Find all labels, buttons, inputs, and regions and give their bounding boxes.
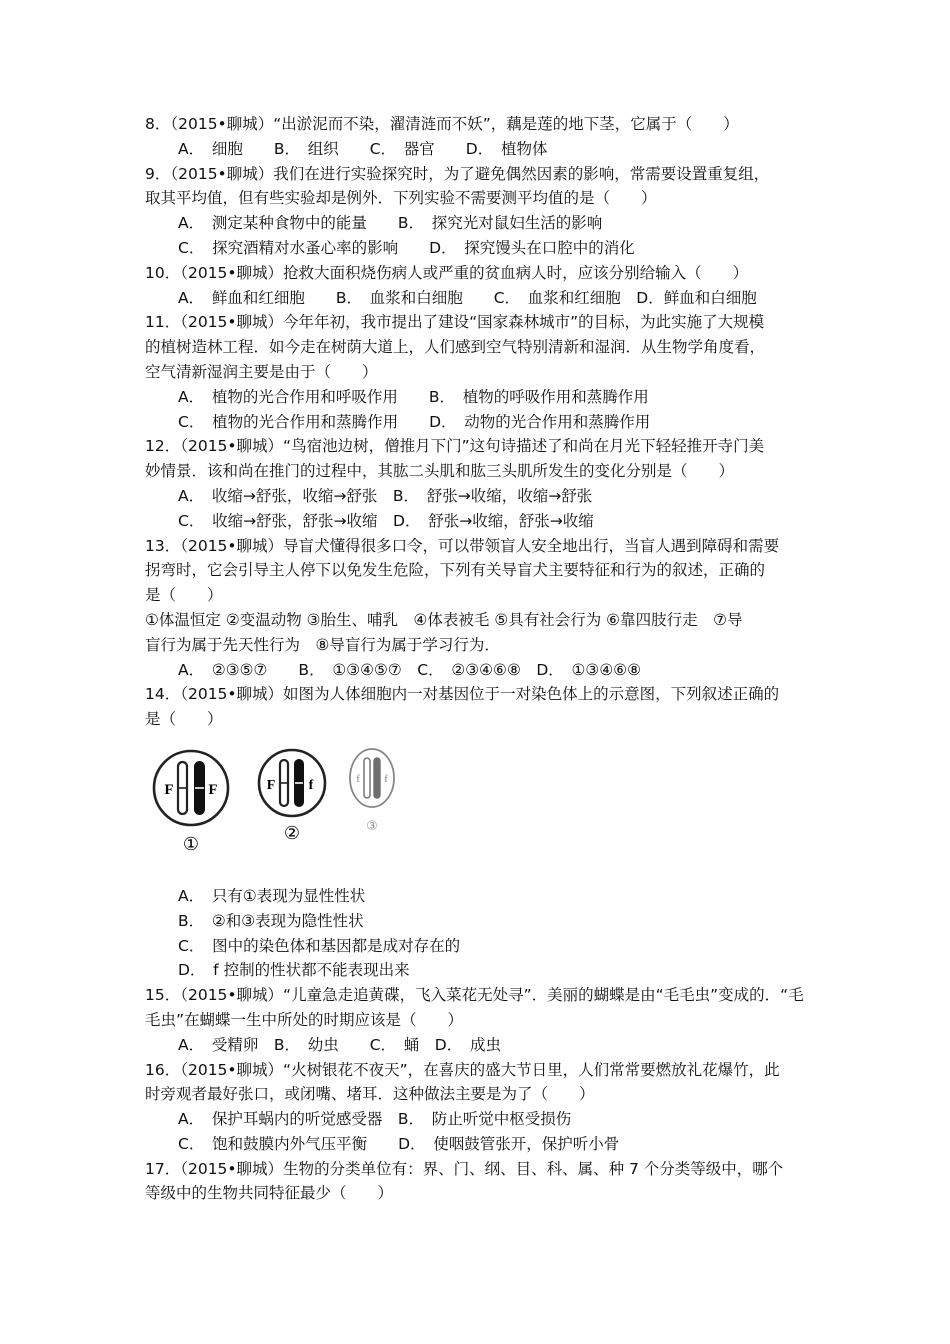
- question-text-line: 拐弯时，它会引导主人停下以免发生危险，下列有关导盲犬主要特征和行为的叙述，正确的: [145, 561, 766, 580]
- question-text-line: 15．（2015•聊城）“儿童急走追黄碟，飞入菜花无处寻”．美丽的蝴蝶是由“毛毛虫”变成的．“毛: [145, 986, 804, 1005]
- question-13: [145, 534, 810, 683]
- question-14: [145, 682, 810, 983]
- option-line: D． f 控制的性状都不能表现出来: [178, 961, 410, 980]
- question-text-line: 8．（2015•聊城）“出淤泥而不染，濯清涟而不妖”，藕是莲的地下茎，它属于（ ）: [145, 115, 739, 133]
- option-line: A． 只有①表现为显性性状: [178, 886, 366, 905]
- options-line: A． 测定某种食物中的能量 B． 探究光对鼠妇生活的影响: [178, 214, 603, 233]
- question-9: [145, 162, 810, 261]
- question-15: [145, 983, 810, 1057]
- chromosome-light-3: [364, 758, 370, 798]
- options-line: C． 植物的光合作用和蒸腾作用 D． 动物的光合作用和蒸腾作用: [178, 412, 651, 431]
- options-line: A． ②③⑤⑦ B． ①③④⑤⑦ C． ②③④⑥⑧ D． ①③④⑥⑧: [178, 660, 642, 679]
- question-text-line: 12．（2015•聊城）“鸟宿池边树，僧推月下门”这句诗描述了和尚在月光下轻轻推开寺门美: [145, 437, 765, 456]
- question-text-line: 妙情景．该和尚在推门的过程中，其肱二头肌和肱三头肌所发生的变化分别是（ ）: [145, 462, 735, 481]
- options-line: A． 收缩→舒张，收缩→舒张 B． 舒张→收缩，收缩→舒张: [178, 486, 593, 505]
- question-text-line: 10．（2015•聊城）抢救大面积烧伤病人或严重的贫血病人时，应该分别给输入（ ）: [145, 263, 749, 282]
- options-line: C． 饱和鼓膜内外气压平衡 D． 使咽鼓管张开，保护听小骨: [178, 1134, 620, 1153]
- question-10: [145, 261, 810, 311]
- question-text-line: 时旁观者最好张口，或闭嘴、堵耳．这种做法主要是为了（ ）: [145, 1085, 595, 1104]
- question-11: [145, 310, 810, 434]
- question-text-line: 是（ ）: [145, 586, 223, 605]
- question-text-line: 空气清新湿润主要是由于（ ）: [145, 362, 378, 381]
- gene-label: F: [164, 781, 174, 798]
- cell-2: [259, 750, 325, 844]
- option-line: C． 图中的染色体和基因都是成对存在的: [178, 936, 461, 955]
- statement-list-line: ①体温恒定 ②变温动物 ③胎生、哺乳 ④体表被毛 ⑤具有社会行为 ⑥靠四肢行走 ⑦导: [145, 610, 743, 629]
- cell-1: [154, 751, 228, 855]
- gene-label: f: [356, 773, 360, 785]
- question-text-line: 毛虫”在蝴蝶一生中所处的时期应该是（ ）: [145, 1010, 464, 1029]
- question-text-line: 的植树造林工程．如今走在树荫大道上，人们感到空气特别清新和湿润．从生物学角度看，: [145, 338, 766, 357]
- option-line: B． ②和③表现为隐性性状: [178, 911, 364, 930]
- gene-label: f: [384, 773, 388, 785]
- options-line: A． 细胞 B． 组织 C． 器官 D． 植物体: [178, 139, 548, 158]
- gene-label: F: [208, 781, 218, 798]
- question-text-line: 9．（2015•聊城）我们在进行实验探究时，为了避免偶然因素的影响，常需要设置重复组，: [145, 164, 770, 183]
- options-line: A． 植物的光合作用和呼吸作用 B． 植物的呼吸作用和蒸腾作用: [178, 387, 649, 406]
- question-text-line: 11．（2015•聊城）今年年初，我市提出了建设“国家森林城市”的目标，为此实施了大规模: [145, 313, 765, 332]
- question-text-line: 是（ ）: [145, 710, 223, 729]
- cell-3: [350, 749, 394, 834]
- chromosome-dark-3: [374, 758, 380, 798]
- chromosome-diagram: [145, 738, 405, 880]
- question-text-line: 13．（2015•聊城）导盲犬懂得很多口令，可以带领盲人安全地出行，当盲人遇到障碍和需要: [145, 536, 780, 555]
- options-line: A． 鲜血和红细胞 B． 血浆和白细胞 C． 血浆和红细胞 D．鲜血和白细胞: [178, 288, 757, 307]
- question-text-line: 14．（2015•聊城）如图为人体细胞内一对基因位于一对染色体上的示意图，下列叙述正确的: [145, 685, 780, 704]
- question-12: [145, 434, 810, 533]
- options-line: A． 受精卵 B． 幼虫 C． 蛹 D． 成虫: [178, 1035, 501, 1054]
- options-line: C． 收缩→舒张，舒张→收缩 D． 舒张→收缩，舒张→收缩: [178, 511, 594, 530]
- figure-number: ②: [283, 822, 301, 844]
- gene-label: F: [266, 777, 276, 793]
- chromosome-figure: [145, 738, 810, 880]
- question-17: [145, 1157, 810, 1207]
- options-line: A． 保护耳蜗内的听觉感受器 B． 防止听觉中枢受损伤: [178, 1110, 572, 1129]
- question-list: [145, 112, 810, 1206]
- question-text-line: 17．（2015•聊城）生物的分类单位有：界、门、纲、目、科、属、种 7 个分类等级中，哪个: [145, 1159, 784, 1178]
- question-text-line: 取其平均值，但有些实验却是例外．下列实验不需要测平均值的是（ ）: [145, 189, 657, 208]
- statement-list-line: 盲行为属于先天性行为 ⑧导盲行为属于学习行为．: [145, 635, 500, 654]
- options-line: C． 探究酒精对水蚤心率的影响 D． 探究馒头在口腔中的消化: [178, 238, 635, 257]
- gene-label: f: [308, 777, 314, 793]
- question-text-line: 16．（2015•聊城）“火树银花不夜天”，在喜庆的盛大节日里，人们常常要燃放礼花爆竹，此: [145, 1060, 780, 1079]
- question-text-line: 等级中的生物共同特征最少（ ）: [145, 1184, 394, 1203]
- figure-number: ③: [366, 818, 378, 834]
- question-8: [145, 112, 810, 162]
- figure-number: ①: [182, 833, 200, 855]
- question-16: [145, 1058, 810, 1157]
